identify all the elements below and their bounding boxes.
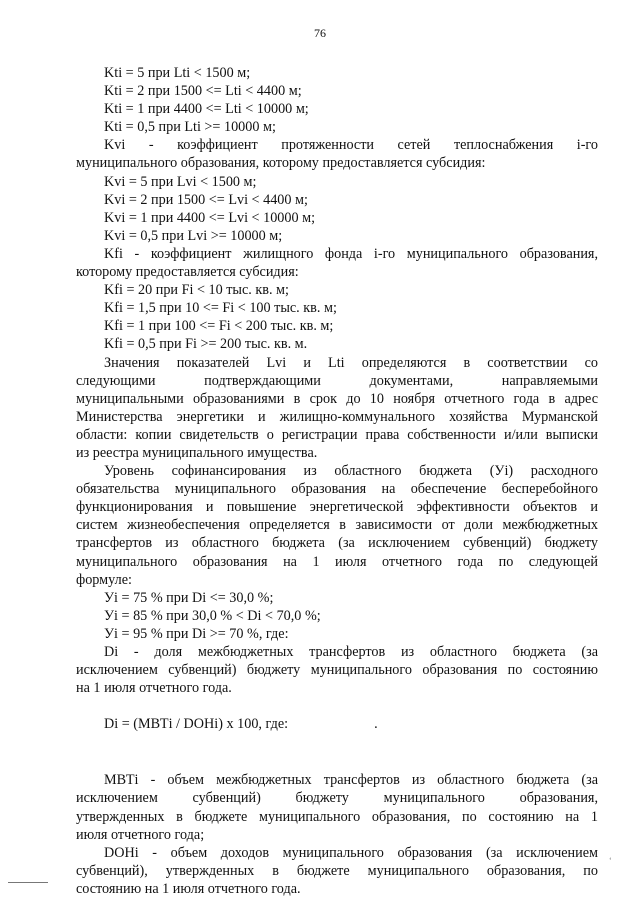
text-line: муниципального образования, которому предоставляется субсидия: bbox=[76, 155, 486, 172]
text-line: утвержденных в бюджете муниципального образования, по состоянию на 1 bbox=[76, 808, 598, 825]
stray-dot: . bbox=[374, 716, 378, 733]
text-line: Kfi = 1,5 при 10 <= Fi < 100 тыс. кв. м; bbox=[104, 300, 337, 317]
text-line: Уi = 75 % при Di <= 30,0 %; bbox=[104, 589, 274, 606]
text-line: Kfi = 1 при 100 <= Fi < 200 тыс. кв. м; bbox=[104, 318, 334, 335]
formula-line bbox=[76, 715, 598, 733]
spacer bbox=[76, 697, 598, 715]
text-line: Значения показателей Lvi и Lti определяются в соответствии со bbox=[104, 354, 598, 371]
text-line: трансфертов из областного бюджета (за исключением субвенций) бюджету bbox=[76, 535, 598, 552]
spacer bbox=[76, 733, 598, 753]
text-line: состоянию на 1 июля отчетного года. bbox=[76, 880, 301, 897]
text-line: следующими подтверждающими документами, направляемыми bbox=[76, 372, 598, 389]
corner-mark: ‘ bbox=[609, 856, 612, 865]
text-line: Kvi = 5 при Lvi < 1500 м; bbox=[104, 173, 257, 190]
text-line: июля отчетного года; bbox=[76, 826, 205, 843]
text-line: функционирования и повышение энергетической эффективности объектов и bbox=[76, 499, 598, 516]
text-line: МВТi - объем межбюджетных трансфертов из областного бюджета (за bbox=[104, 772, 598, 789]
text-line: муниципальными образованиями в срок до 10 ноября отчетного года в адрес bbox=[76, 390, 598, 407]
spacer bbox=[76, 753, 598, 771]
text-line: Kti = 0,5 при Lti >= 10000 м; bbox=[104, 119, 276, 136]
text-line: DOHi - объем доходов муниципального образования (за исключением bbox=[104, 844, 598, 861]
text-line: Kvi = 0,5 при Lvi >= 10000 м; bbox=[104, 227, 283, 244]
text-line: Kfi = 20 при Fi < 10 тыс. кв. м; bbox=[104, 282, 289, 299]
text-line: Министерства энергетики и жилищно-коммунального хозяйства Мурманской bbox=[76, 408, 598, 425]
footer-rule bbox=[8, 882, 48, 883]
text-line: Kti = 1 при 4400 <= Lti < 10000 м; bbox=[104, 101, 309, 118]
text-line: Уi = 95 % при Di >= 70 %, где: bbox=[104, 625, 289, 642]
text-line: Уi = 85 % при 30,0 % < Di < 70,0 %; bbox=[104, 607, 321, 624]
text-line: субвенций), утвержденных в бюджете муниципального образования, по bbox=[76, 862, 598, 879]
text-line: области: копии свидетельств о регистрации права собственности и/или выписки bbox=[76, 426, 598, 443]
text-line: Di - доля межбюджетных трансфертов из областного бюджета (за bbox=[104, 644, 598, 660]
text-line: обязательства муниципального образования на обеспечение бесперебойного bbox=[76, 481, 598, 498]
text-line: на 1 июля отчетного года. bbox=[76, 680, 232, 697]
text-line: Kfi - коэффициент жилищного фонда i-го муниципального образования, bbox=[104, 245, 598, 262]
text-line: Kvi = 2 при 1500 <= Lvi < 4400 м; bbox=[104, 191, 308, 208]
text-line: Kvi = 1 при 4400 <= Lvi < 10000 м; bbox=[104, 209, 316, 226]
formula: Di = (МВТi / DOHi) x 100, где: bbox=[104, 716, 289, 733]
text-line: систем жизнеобеспечения определяется в зависимости от доли межбюджетных bbox=[76, 517, 598, 534]
text-line: муниципального образования на 1 июля отчетного года по следующей bbox=[76, 553, 598, 570]
text-line: которому предоставляется субсидия: bbox=[76, 264, 299, 281]
text-line: Kfi = 0,5 при Fi >= 200 тыс. кв. м. bbox=[104, 336, 308, 353]
text-line: Уровень софинансирования из областного бюджета (Уi) расходного bbox=[104, 463, 598, 480]
text-line: Kvi - коэффициент протяженности сетей теплоснабжения i-го bbox=[104, 137, 598, 154]
text-line: Kti = 5 при Lti < 1500 м; bbox=[104, 65, 251, 81]
page-number: 76 bbox=[314, 26, 326, 40]
text-line: из реестра муниципального имущества. bbox=[76, 444, 318, 461]
document-body bbox=[76, 64, 598, 898]
text-line: Kti = 2 при 1500 <= Lti < 4400 м; bbox=[104, 83, 302, 100]
text-line: формуле: bbox=[76, 571, 132, 588]
text-line: исключением субвенций) бюджету муниципального образования по состоянию bbox=[76, 662, 598, 679]
text-line: исключением субвенций) бюджету муниципального образования, bbox=[76, 790, 598, 807]
